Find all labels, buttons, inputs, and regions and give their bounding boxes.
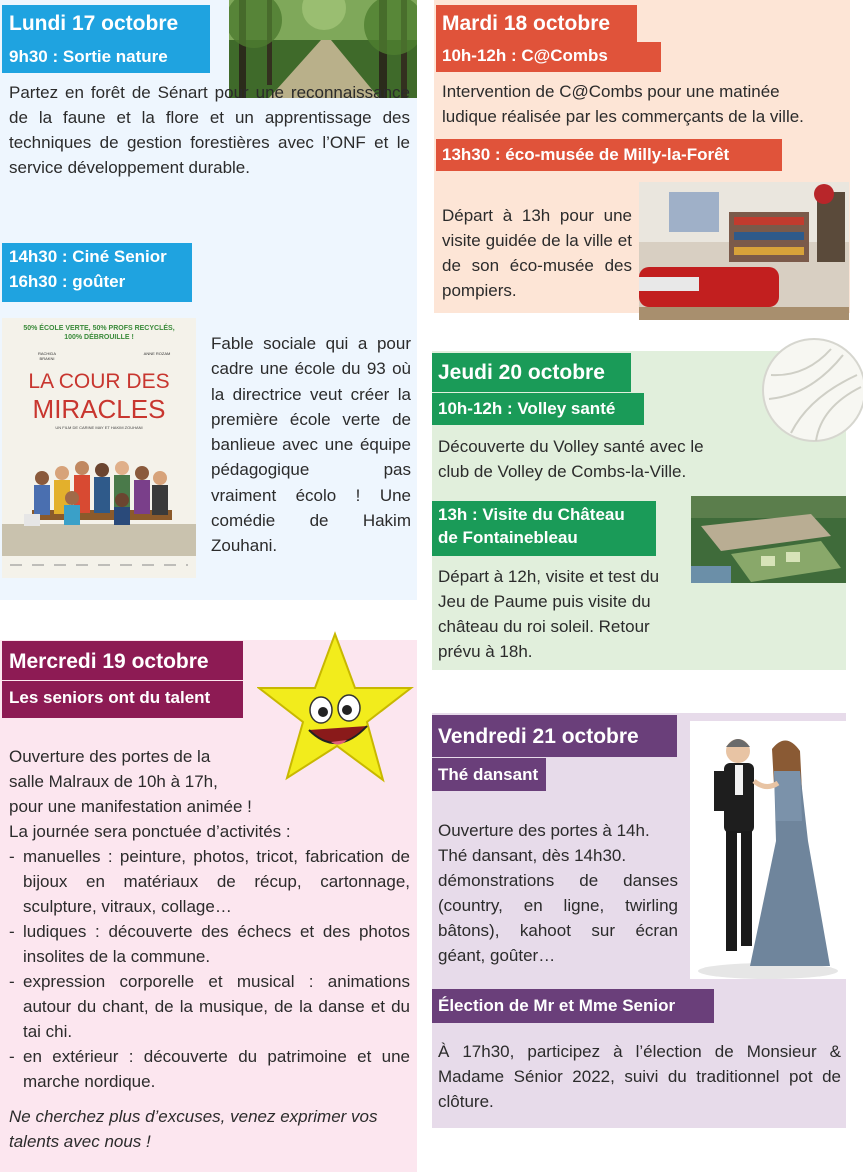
museum-image <box>639 182 849 320</box>
monday-title: Lundi 17 octobre <box>2 5 210 43</box>
thursday-title: Jeudi 20 octobre <box>432 353 631 392</box>
poster-title-line1: LA COUR DES <box>28 370 170 393</box>
monday-event1-time: 9h30 : Sortie nature <box>2 43 210 73</box>
poster-people <box>2 318 196 578</box>
chateau-image <box>691 496 846 583</box>
thursday-event2-time1: 13h : Visite du Château <box>432 501 656 528</box>
wednesday-intro-line: La journée sera ponctuée d’activités : <box>9 822 291 841</box>
wednesday-closing: Ne cherchez plus d’excuses, venez exprimer vos talents avec nous ! <box>9 1107 378 1151</box>
volleyball-icon <box>761 337 863 443</box>
activity-item: - ludiques : découverte des échecs et des photos insolites de la commune. <box>9 919 410 969</box>
museum-photo <box>639 182 849 320</box>
movie-poster <box>2 318 196 578</box>
wednesday-intro-line: pour une manifestation animée ! <box>9 797 252 816</box>
activity-item: - expression corporelle et musical : animations autour du chant, de la musique, de la danse et du tai chi. <box>9 969 410 1044</box>
activity-item: - en extérieur : découverte du patrimoine et une marche nordique. <box>9 1044 410 1094</box>
monday-event2-time2: 16h30 : goûter <box>2 271 192 302</box>
friday-event1-lines <box>438 818 688 868</box>
thursday-event2-text: Départ à 12h, visite et test du Jeu de Paume puis visite du château du roi soleil. Retour prévu à 18h. <box>438 567 660 661</box>
wednesday-subtitle: Les seniors ont du talent <box>2 681 243 718</box>
wednesday-intro-line: Ouverture des portes de la <box>9 747 211 766</box>
tuesday-event1-text: Intervention de C@Combs pour une matinée ludique réalisée par les commerçants de la ville. <box>442 82 804 126</box>
wednesday-title: Mercredi 19 octobre <box>2 641 243 680</box>
monday-event1-text: Partez en forêt de Sénart pour une reconnaissance de la faune et la flore et un apprentissage des techniques de gestion forestières avec l’ONF et le service développement durable. <box>9 83 410 177</box>
monday-event2-text: Fable sociale qui a pour cadre une école du 93 où la directrice veut créer la première école verte de banlieue avec une équipe pédagogique pas vraiment écolo ! Une comédie de Hakim Zouhani. <box>211 334 411 556</box>
friday-title: Vendredi 21 octobre <box>432 715 677 757</box>
friday-event2-time: Élection de Mr et Mme Senior <box>432 989 714 1023</box>
friday-line: Thé dansant, dès 14h30. <box>438 846 627 865</box>
chateau-photo <box>691 496 846 583</box>
poster-title-line2: MIRACLES <box>32 394 166 424</box>
poster-actor-right: ANNE ROZAM <box>143 351 171 356</box>
thursday-event2-time2: de Fontainebleau <box>432 528 656 556</box>
tuesday-title: Mardi 18 octobre <box>436 5 637 42</box>
poster-credit: UN FILM DE CARINE MAY ET HAKIM ZOUHANI <box>55 425 143 430</box>
friday-line: Ouverture des portes à 14h. <box>438 821 650 840</box>
activity-item: - manuelles : peinture, photos, tricot, fabrication de bijoux en matériaux de récup, cartonnage, sculpture, vitraux, collage… <box>9 844 410 919</box>
tuesday-event2-time: 13h30 : éco-musée de Milly-la-Forêt <box>436 139 782 171</box>
poster-tagline: 50% ÉCOLE VERTE, 50% PROFS RECYCLÉS, 100% DÉBROUILLE ! <box>23 325 175 341</box>
thursday-event1-time: 10h-12h : Volley santé <box>432 393 644 425</box>
monday-event2-time1: 14h30 : Ciné Senior <box>2 243 192 271</box>
friday-event2-text: À 17h30, participez à l’élection de Monsieur & Madame Sénior 2022, suivi du traditionnel pot de clôture. <box>438 1042 841 1111</box>
tuesday-event1-time: 10h-12h : C@Combs <box>436 42 661 72</box>
wednesday-intro-line: salle Malraux de 10h à 17h, <box>9 772 218 791</box>
tuesday-event2-text: Départ à 13h pour une visite guidée de la ville et de son éco-musée des pompiers. <box>442 206 632 300</box>
friday-event1-time: Thé dansant <box>432 758 546 791</box>
poster-actor-left: RACHIDA BRAKNI <box>37 351 56 361</box>
dancers-illustration <box>690 721 846 979</box>
wednesday-intro <box>9 744 409 844</box>
wednesday-activities <box>9 844 410 1094</box>
friday-event1-text: démonstrations de danses (country, en ligne, twirling bâtons), kahoot sur écran géant, goûter… <box>438 871 678 965</box>
thursday-event1-text: Découverte du Volley santé avec le club de Volley de Combs-la-Ville. <box>438 437 704 481</box>
